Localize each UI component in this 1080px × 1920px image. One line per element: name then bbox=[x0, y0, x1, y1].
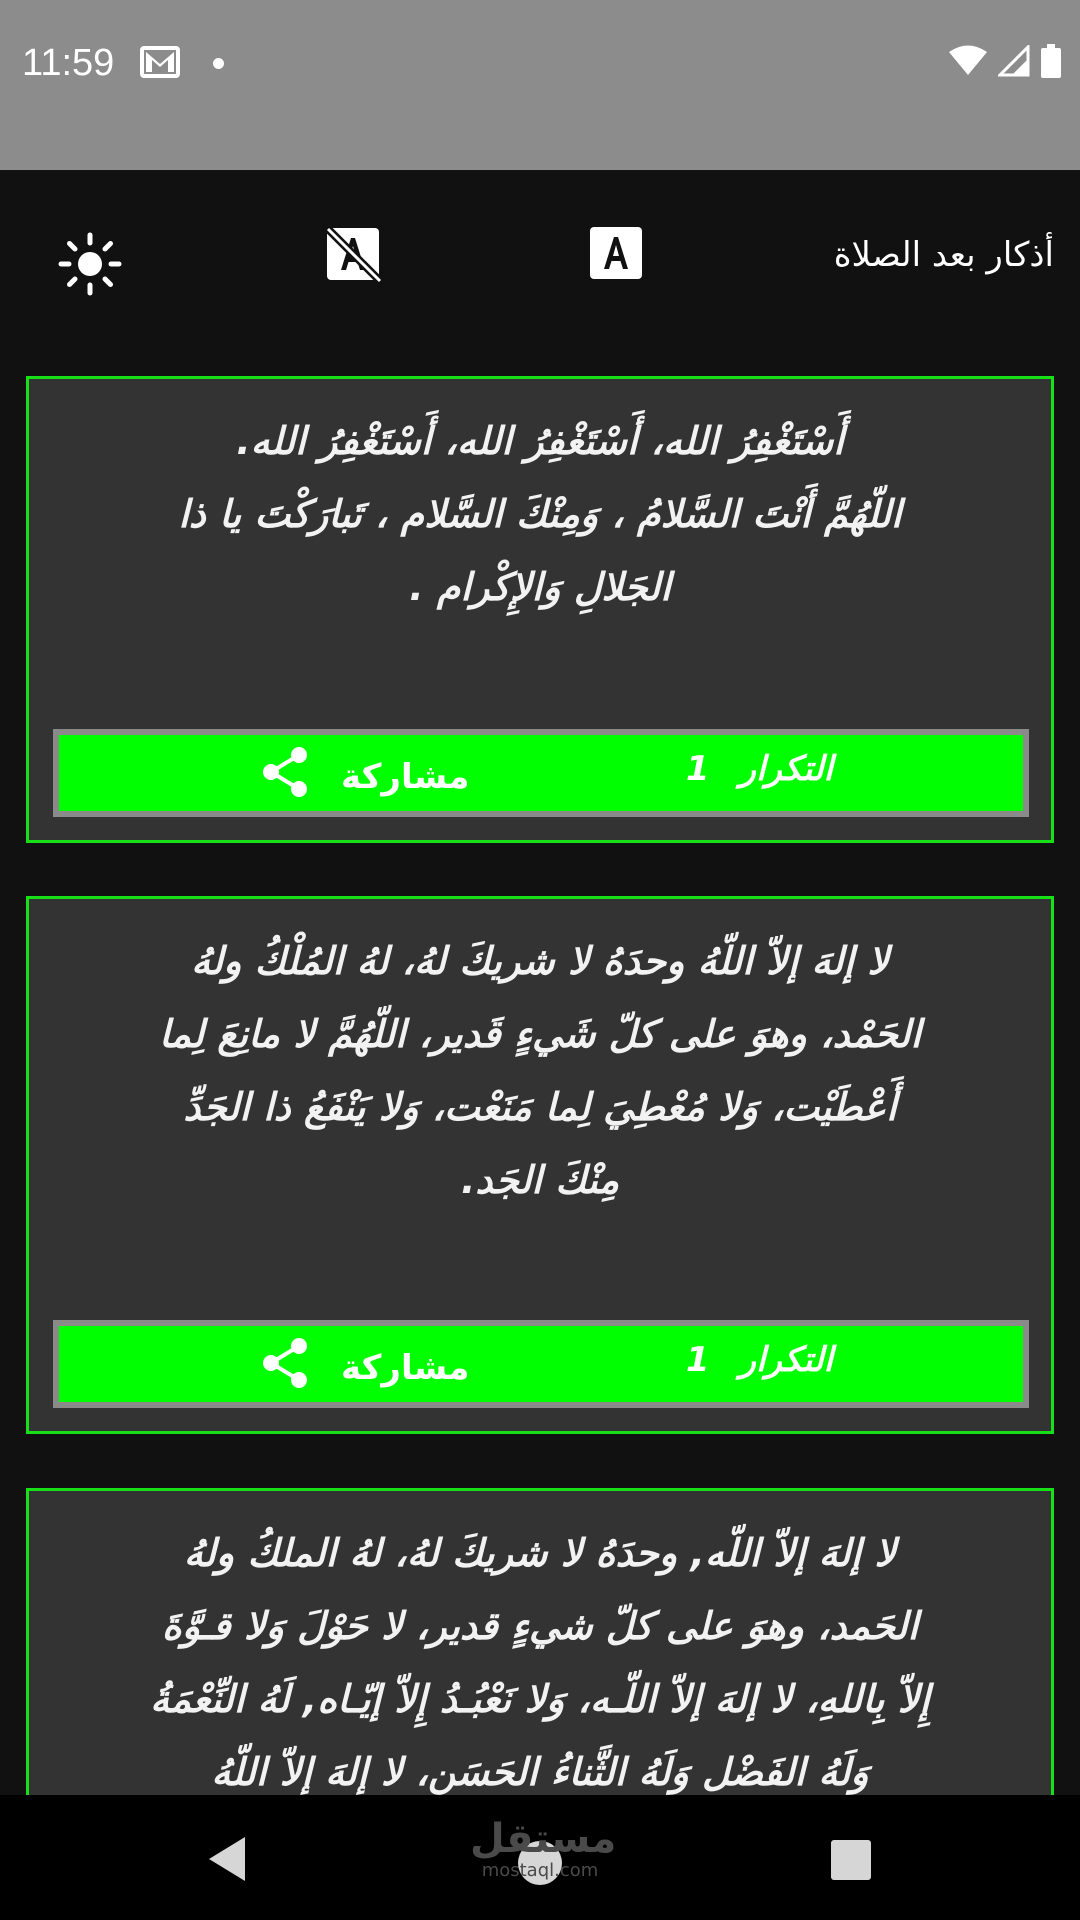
gmail-icon bbox=[140, 46, 180, 82]
dhikr-line: لا إلهَ إلاّ اللّهُ وحدَهُ لا شريكَ لهُ، لهُ المُلْكُ ولهُ bbox=[191, 939, 889, 983]
share-icon bbox=[259, 745, 313, 808]
navigation-bar bbox=[0, 1795, 1080, 1920]
dhikr-card bbox=[26, 896, 1054, 1434]
status-bar bbox=[0, 0, 1080, 170]
share-label: مشاركة bbox=[341, 756, 470, 797]
recents-icon[interactable] bbox=[830, 1839, 872, 1885]
dhikr-line: الجَلالِ وَالإِكْرام . bbox=[409, 565, 671, 609]
watermark-logo bbox=[470, 1816, 617, 1881]
wifi-icon bbox=[948, 45, 988, 81]
share-button[interactable] bbox=[259, 745, 469, 808]
dhikr-line: مِنْكَ الجَد. bbox=[460, 1158, 620, 1202]
adhkar-list[interactable] bbox=[0, 350, 1080, 1795]
dhikr-line: أَسْتَغْفِرُ الله، أَسْتَغْفِرُ الله، أَسْتَغْفِرُ الله. bbox=[236, 419, 844, 463]
repeat-label: التكرار bbox=[739, 749, 833, 789]
notification-dot-icon bbox=[213, 58, 224, 69]
text-off-icon[interactable] bbox=[324, 225, 382, 287]
repeat-counter[interactable] bbox=[686, 1340, 833, 1380]
dhikr-card bbox=[26, 1488, 1054, 1795]
repeat-label: التكرار bbox=[739, 1340, 833, 1380]
brightness-icon[interactable] bbox=[58, 232, 122, 300]
share-label: مشاركة bbox=[341, 1347, 470, 1388]
share-button[interactable] bbox=[259, 1336, 469, 1399]
repeat-counter[interactable] bbox=[686, 749, 833, 789]
watermark-arabic: مستقل bbox=[470, 1816, 617, 1862]
status-icons bbox=[948, 44, 1062, 82]
watermark-latin: mostaql.com bbox=[481, 1860, 599, 1881]
dhikr-action-bar[interactable] bbox=[53, 729, 1029, 817]
back-icon[interactable] bbox=[205, 1835, 251, 1887]
battery-icon bbox=[1040, 44, 1062, 82]
dhikr-text bbox=[69, 405, 1011, 624]
share-icon bbox=[259, 1336, 313, 1399]
dhikr-line: إِلاّ بِاللهِ، لا إلهَ إلاّ اللّـه، وَلا نَعْبُـدُ إِلاّ إيّـاه, لَهُ النِّعْمَةُ bbox=[150, 1677, 930, 1721]
dhikr-text bbox=[69, 1517, 1011, 1795]
dhikr-line: اللّهُمَّ أَنْتَ السَّلامُ ، وَمِنْكَ السَّلام ، تَبارَكْتَ يا ذا bbox=[178, 492, 902, 536]
dhikr-line: الحَمْد، وهوَ على كلّ شَيءٍ قَدير، اللّهُمَّ لا مانِعَ لِما bbox=[158, 1012, 922, 1056]
dhikr-line: وَلَهُ الفَضْل وَلَهُ الثَّناءُ الحَسَن، لا إلهَ إلاّ اللّهُ bbox=[211, 1750, 869, 1794]
dhikr-card bbox=[26, 376, 1054, 843]
status-time: 11:59 bbox=[22, 42, 115, 84]
dhikr-text bbox=[69, 925, 1011, 1217]
dhikr-line: لا إلهَ إلاّ اللّه, وحدَهُ لا شريكَ لهُ، لهُ الملكُ ولهُ bbox=[183, 1531, 897, 1575]
repeat-count: 1 bbox=[685, 749, 710, 789]
repeat-count: 1 bbox=[685, 1340, 710, 1380]
signal-icon bbox=[998, 45, 1030, 81]
dhikr-line: الحَمد، وهوَ على كلّ شيءٍ قدير، لا حَوْلَ وَلا قـوَّةَ bbox=[161, 1604, 919, 1648]
page-title: أذكار بعد الصلاة bbox=[833, 235, 1054, 275]
app-bar bbox=[0, 170, 1080, 350]
dhikr-action-bar[interactable] bbox=[53, 1320, 1029, 1408]
dhikr-line: أَعْطَيْت، وَلا مُعْطِيَ لِما مَنَعْت، وَلا يَنْفَعُ ذا الجَدِّ bbox=[183, 1085, 897, 1129]
text-size-icon[interactable] bbox=[588, 225, 644, 285]
